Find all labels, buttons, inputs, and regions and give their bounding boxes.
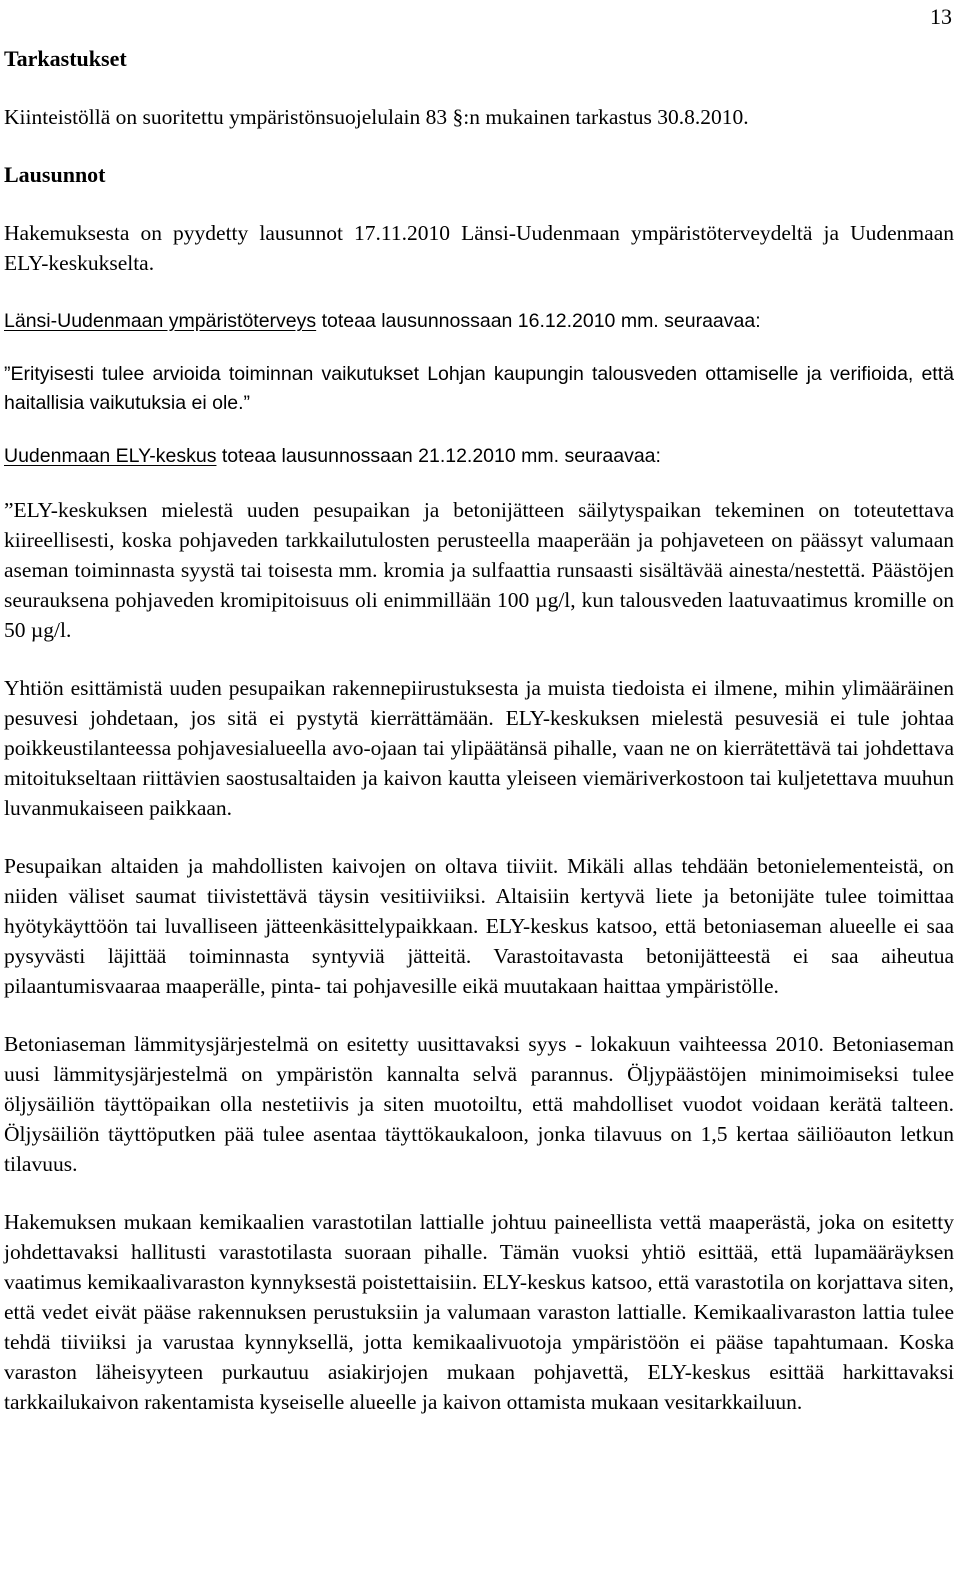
ely-paragraph: Pesupaikan altaiden ja mahdollisten kaivojen on oltava tiiviit. Mikäli allas tehdään betonielementeistä, on niiden väliset saumat tiivistettävä täysin vesitiiviiksi. Altaisiin kertyvä liete ja betonijäte tulee toimittaa hyötykäyttöön tai luvalliseen jätteenkäsittelypaikkaan. ELY-keskus katsoo, että betoniaseman alueelle ei saa pysyvästi läjittää toiminnasta syntyviä jätteitä. Varastoitavasta betonijätteestä ei saa aiheutua pilaantumisvaaraa maaperälle, pinta- tai pohjavesille eikä muutakaan haittaa ympäristölle.	[4, 854, 954, 998]
page-number: 13	[930, 4, 952, 29]
ely-intro	[4, 442, 954, 471]
ymparistoterveys-quote: ”Erityisesti tulee arvioida toiminnan vaikutukset Lohjan kaupungin talousveden ottamiselle ja verifioida, että haitallisia vaikutuksia ei ole.”	[4, 363, 954, 414]
ely-paragraph: Betoniaseman lämmitysjärjestelmä on esitetty uusittavaksi syys - lokakuun vaihteessa 2010. Betoniaseman uusi lämmitysjärjestelmä on ympäristön kannalta selvä parannus. Öljypäästöjen minimoimiseksi tulee öljysäiliön täyttöpaikan olla nestetiivis ja siten muotoiltu, että mahdolliset vuodot voidaan kerätä talteen. Öljysäiliön täyttöputken pää tulee asentaa täyttökaukaloon, jonka tilavuus on 1,5 kertaa säiliöauton letkun tilavuus.	[4, 1032, 954, 1176]
tarkastukset-text: Kiinteistöllä on suoritettu ympäristönsuojelulain 83 §:n mukainen tarkastus 30.8.2010.	[4, 105, 749, 129]
document-content	[4, 44, 954, 1417]
ymparistoterveys-intro-rest: toteaa lausunnossaan 16.12.2010 mm. seuraavaa:	[316, 310, 761, 332]
ymparistoterveys-name: Länsi-Uudenmaan ympäristöterveys	[4, 310, 317, 332]
lausunnot-intro: Hakemuksesta on pyydetty lausunnot 17.11.2010 Länsi-Uudenmaan ympäristöterveydeltä ja Uudenmaan ELY-keskukselta.	[4, 221, 954, 275]
section-heading-lausunnot: Lausunnot	[4, 162, 106, 187]
section-heading-tarkastukset: Tarkastukset	[4, 46, 127, 71]
ely-intro-rest: toteaa lausunnossaan 21.12.2010 mm. seuraavaa:	[216, 445, 661, 467]
ely-paragraph: ”ELY-keskuksen mielestä uuden pesupaikan ja betonijätteen säilytyspaikan tekeminen on toteutettava kiireellisesti, koska pohjaveden tarkkailutulosten perusteella maaperään ja pohjaveteen on päässyt valumaan aseman toiminnasta syystä tai toisesta mm. kromia ja sulfaattia runsaasti sisältävää ainesta/nestettä. Päästöjen seurauksena pohjaveden kromipitoisuus oli enimmillään 100 µg/l, kun talousveden laatuvaatimus kromille on 50 µg/l.	[4, 498, 954, 642]
ymparistoterveys-intro	[4, 307, 954, 336]
ely-paragraph: Hakemuksen mukaan kemikaalien varastotilan lattialle johtuu paineellista vettä maaperästä, joka on esitetty johdettavaksi hallitusti varastotilasta suoraan pihalle. Tämän vuoksi yhtiö esittää, että lupamääräyksen vaatimus kemikaalivaraston kynnyksestä poistettaisiin. ELY-keskus katsoo, että varastotila on korjattava siten, että vedet eivät pääse rakennuksen perustuksiin ja valumaan varaston lattialle. Kemikaalivaraston lattia tulee tehdä tiiviiksi ja varustaa kynnyksellä, jotta kemikaalivuotoja ympäristöön ei pääse tapahtumaan. Koska varaston läheisyyteen purkautuu asiakirjojen mukaan pohjavettä, ELY-keskus esittää harkittavaksi tarkkailukaivon rakentamista kyseiselle alueelle ja kaivon ottamista mukaan vesitarkkailuun.	[4, 1210, 954, 1414]
ely-name: Uudenmaan ELY-keskus	[4, 445, 217, 467]
ely-paragraph: Yhtiön esittämistä uuden pesupaikan rakennepiirustuksesta ja muista tiedoista ei ilmene, mihin ylimääräinen pesuvesi johdetaan, jos sitä ei pystytä kierrättämään. ELY-keskuksen mielestä pesuvesiä ei tule johtaa poikkeustilanteessa pohjavesialueella avo-ojaan tai ylipäätänsä pihalle, vaan ne on kierrätettävä tai johdettava mitoitukseltaan riittävien saostusaltaiden ja kaivon kautta yleiseen viemäriverkostoon tai kuljetettava muuhun luvanmukaiseen paikkaan.	[4, 676, 954, 820]
